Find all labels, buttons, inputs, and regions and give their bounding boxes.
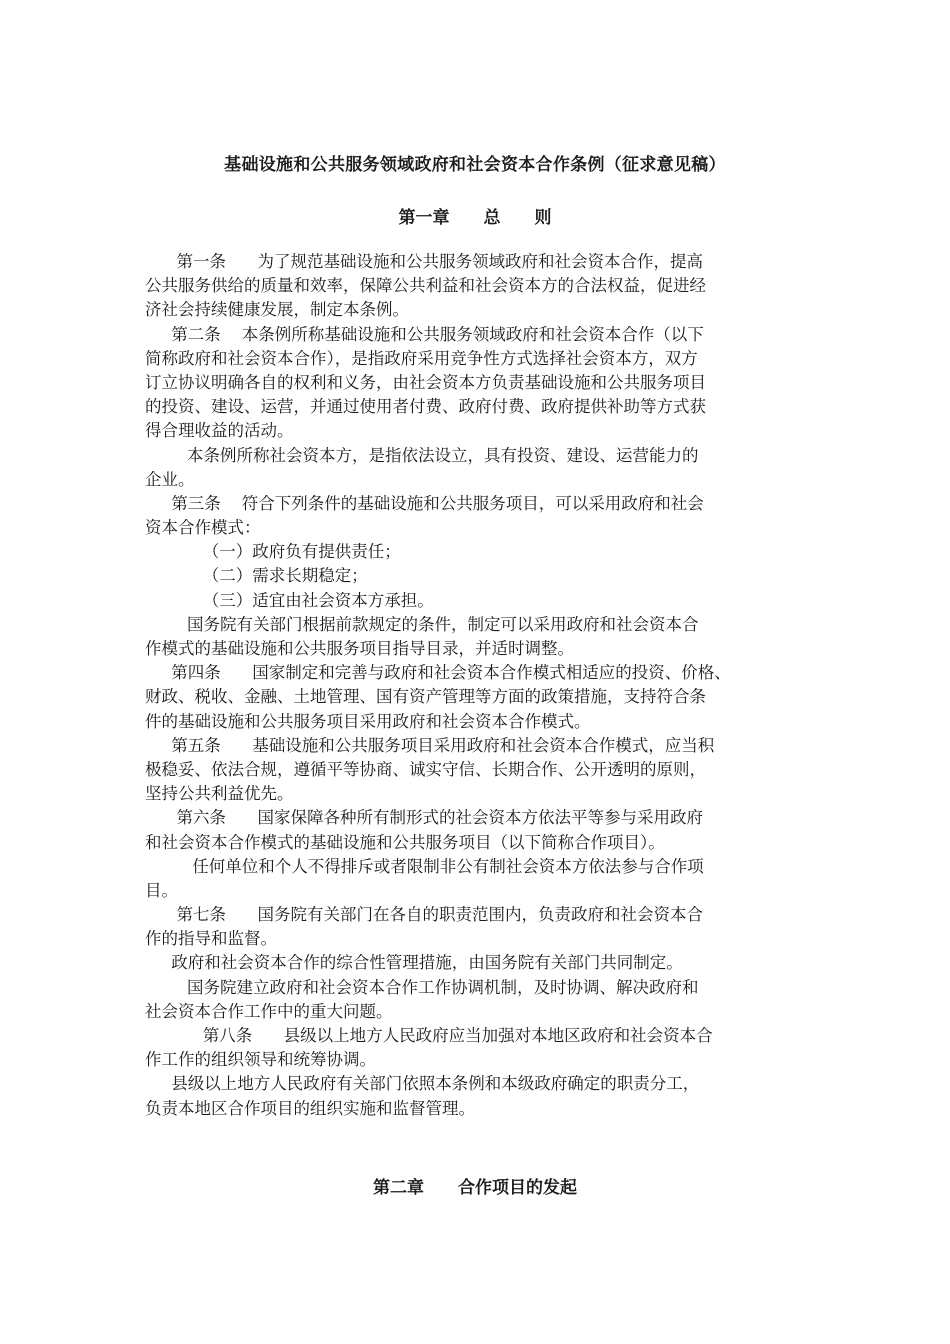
text-line: 订立协议明确各自的权利和义务，由社会资本方负责基础设施和公共服务项目 — [145, 372, 706, 392]
text-line: 第七条 国务院有关部门在各自的职责范围内，负责政府和社会资本合 — [145, 905, 703, 925]
text-line: 第二条 本条例所称基础设施和公共服务领域政府和社会资本合作（以下 — [145, 324, 704, 344]
text-line: 第六条 国家保障各种所有制形式的社会资本方依法平等参与采用政府 — [145, 808, 703, 828]
text-line: 公共服务供给的质量和效率，保障公共利益和社会资本方的合法权益，促进经 — [145, 276, 706, 296]
text-line: （一）政府负有提供责任； — [145, 542, 401, 562]
chapter-2-heading: 第二章 合作项目的发起 — [373, 1178, 577, 1198]
text-line: 坚持公共利益优先。 — [145, 784, 294, 804]
text-line: 国务院建立政府和社会资本合作工作协调机制，及时协调、解决政府和 — [145, 977, 699, 997]
text-line: （三）适宜由社会资本方承担。 — [145, 590, 434, 610]
text-line: 企业。 — [145, 469, 195, 489]
text-line: 得合理收益的活动。 — [145, 421, 294, 441]
text-line: 国务院有关部门根据前款规定的条件，制定可以采用政府和社会资本合 — [145, 614, 699, 634]
text-line: 第四条 国家制定和完善与政府和社会资本合作模式相适应的投资、价格、 — [145, 663, 731, 683]
text-line: 作工作的组织领导和统筹协调。 — [145, 1050, 376, 1070]
text-line: 任何单位和个人不得排斥或者限制非公有制社会资本方依法参与合作项 — [145, 856, 704, 876]
text-line: 第一条 为了规范基础设施和公共服务领域政府和社会资本合作，提高 — [145, 252, 703, 271]
text-line: 极稳妥、依法合规，遵循平等协商、诚实守信、长期合作、公开透明的原则， — [145, 759, 706, 779]
text-line: 作的指导和监督。 — [145, 929, 277, 949]
text-line: 的投资、建设、运营，并通过使用者付费、政府付费、政府提供补助等方式获 — [145, 397, 706, 417]
text-line: 社会资本合作工作中的重大问题。 — [145, 1001, 393, 1021]
chapter-1-body — [145, 250, 835, 1121]
text-line: 财政、税收、金融、土地管理、国有资产管理等方面的政策措施，支持符合条 — [145, 687, 706, 707]
text-line: 资本合作模式： — [145, 518, 261, 538]
text-line: 和社会资本合作模式的基础设施和公共服务项目（以下简称合作项目）。 — [145, 832, 665, 852]
text-line: 第五条 基础设施和公共服务项目采用政府和社会资本合作模式，应当积 — [145, 735, 715, 755]
text-line: 负责本地区合作项目的组织实施和监督管理。 — [145, 1098, 475, 1118]
text-line: 本条例所称社会资本方，是指依法设立，具有投资、建设、运营能力的 — [145, 445, 699, 465]
document-title: 基础设施和公共服务领域政府和社会资本合作条例（征求意见稿） — [224, 155, 726, 175]
text-line: 县级以上地方人民政府有关部门依照本条例和本级政府确定的职责分工， — [145, 1074, 700, 1094]
text-line: 济社会持续健康发展，制定本条例。 — [145, 300, 409, 320]
chapter-1-heading: 第一章 总 则 — [398, 208, 552, 228]
text-line: 作模式的基础设施和公共服务项目指导目录，并适时调整。 — [145, 639, 574, 658]
text-line: 第三条 符合下列条件的基础设施和公共服务项目，可以采用政府和社会 — [145, 493, 704, 513]
text-line: 第八条 县级以上地方人民政府应当加强对本地区政府和社会资本合 — [145, 1026, 713, 1045]
text-line: 件的基础设施和公共服务项目采用政府和社会资本合作模式。 — [145, 711, 591, 731]
text-line: （二）需求长期稳定； — [145, 566, 368, 586]
text-line: 目。 — [145, 880, 178, 900]
text-line: 简称政府和社会资本合作），是指政府采用竞争性方式选择社会资本方，双方 — [145, 348, 698, 368]
text-line: 政府和社会资本合作的综合性管理措施，由国务院有关部门共同制定。 — [145, 953, 683, 973]
